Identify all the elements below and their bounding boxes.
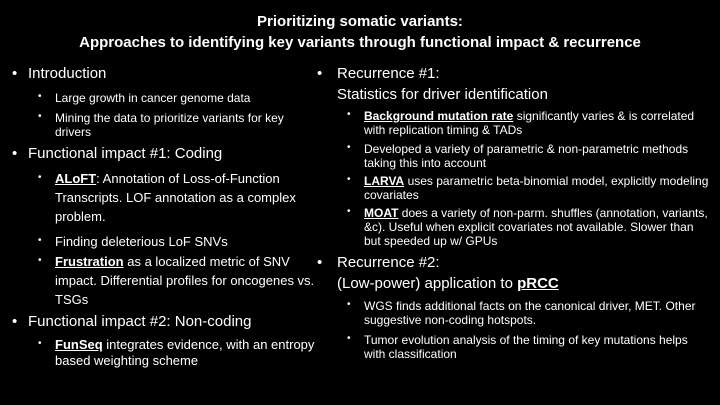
bullet-icon: • [12, 313, 18, 330]
frustration-term: Frustration [55, 254, 124, 269]
bullet-icon: • [347, 142, 351, 153]
rec2-item-1: • WGS finds additional facts on the canonical driver, MET. Other suggestive non-coding hotspots. [347, 299, 696, 327]
title-line-1: Prioritizing somatic variants: [257, 13, 463, 30]
bullet-icon: • [347, 206, 351, 217]
bullet-icon: • [347, 109, 351, 120]
bullet-icon: • [12, 65, 18, 82]
bullet-icon: • [347, 174, 351, 185]
larva-term: LARVA [364, 174, 405, 188]
moat-term: MOAT [364, 206, 399, 220]
bullet-icon: • [38, 172, 42, 183]
rec2-item-2: • Tumor evolution analysis of the timing of key mutations helps with classification [347, 333, 688, 361]
rec1-item-4: • MOAT does a variety of non-parm. shuffles (annotation, variants, &c). Useful when explicit covariates not available. Slower than but speeded up w/ GPUs [347, 206, 708, 248]
functional1-item-2: • Finding deleterious LoF SNVs [8, 232, 318, 251]
bullet-icon: • [38, 91, 42, 102]
rec1-item-1: • Background mutation rate significantly varies & is correlated with replication timing & TADs [347, 109, 695, 137]
right-column [317, 64, 712, 361]
functional1-item-3: • Frustration as a localized metric of SNV impact. Differential profiles for oncogenes vs. TSGs [8, 252, 318, 309]
intro-item-1: • Large growth in cancer genome data [38, 91, 251, 105]
functional2-item-1: • FunSeq integrates evidence, with an entropy based weighting scheme [38, 337, 315, 368]
bullet-icon: • [347, 333, 351, 344]
intro-heading: • Introduction [12, 65, 107, 82]
functional1-item-1: • ALoFT: Annotation of Loss-of-Function Transcripts. LOF annotation as a complex problem. [8, 169, 318, 226]
functional1-heading: • Functional impact #1: Coding [12, 145, 223, 162]
left-column [8, 64, 318, 369]
rec2-heading: • Recurrence #2: (Low-power) application to pRCC [317, 253, 712, 293]
funseq-term: FunSeq [55, 337, 103, 352]
bullet-icon: • [38, 255, 42, 266]
prcc-term: pRCC [517, 275, 559, 292]
slide-title [0, 11, 720, 53]
title-line-2: Approaches to identifying key variants through functional impact & recurrence [79, 34, 641, 51]
functional2-heading: • Functional impact #2: Non-coding [12, 313, 252, 330]
bullet-icon: • [38, 235, 42, 246]
bullet-icon: • [12, 145, 18, 162]
bmr-term: Background mutation rate [364, 109, 514, 123]
bullet-icon: • [317, 254, 323, 271]
rec1-heading: • Recurrence #1: Statistics for driver identification [317, 65, 548, 103]
rec1-item-3: • LARVA uses parametric beta-binomial model, explicitly modeling covariates [347, 174, 709, 202]
rec2-heading-line-2: (Low-power) application to pRCC [337, 275, 559, 292]
bullet-icon: • [347, 299, 351, 310]
bullet-icon: • [317, 65, 323, 82]
rec1-item-2: • Developed a variety of parametric & non-parametric methods taking this into account [347, 142, 689, 170]
bullet-icon: • [38, 111, 42, 122]
aloft-term: ALoFT [55, 171, 97, 186]
bullet-icon: • [38, 338, 42, 349]
intro-item-2: • Mining the data to prioritize variants for key drivers [38, 111, 284, 139]
